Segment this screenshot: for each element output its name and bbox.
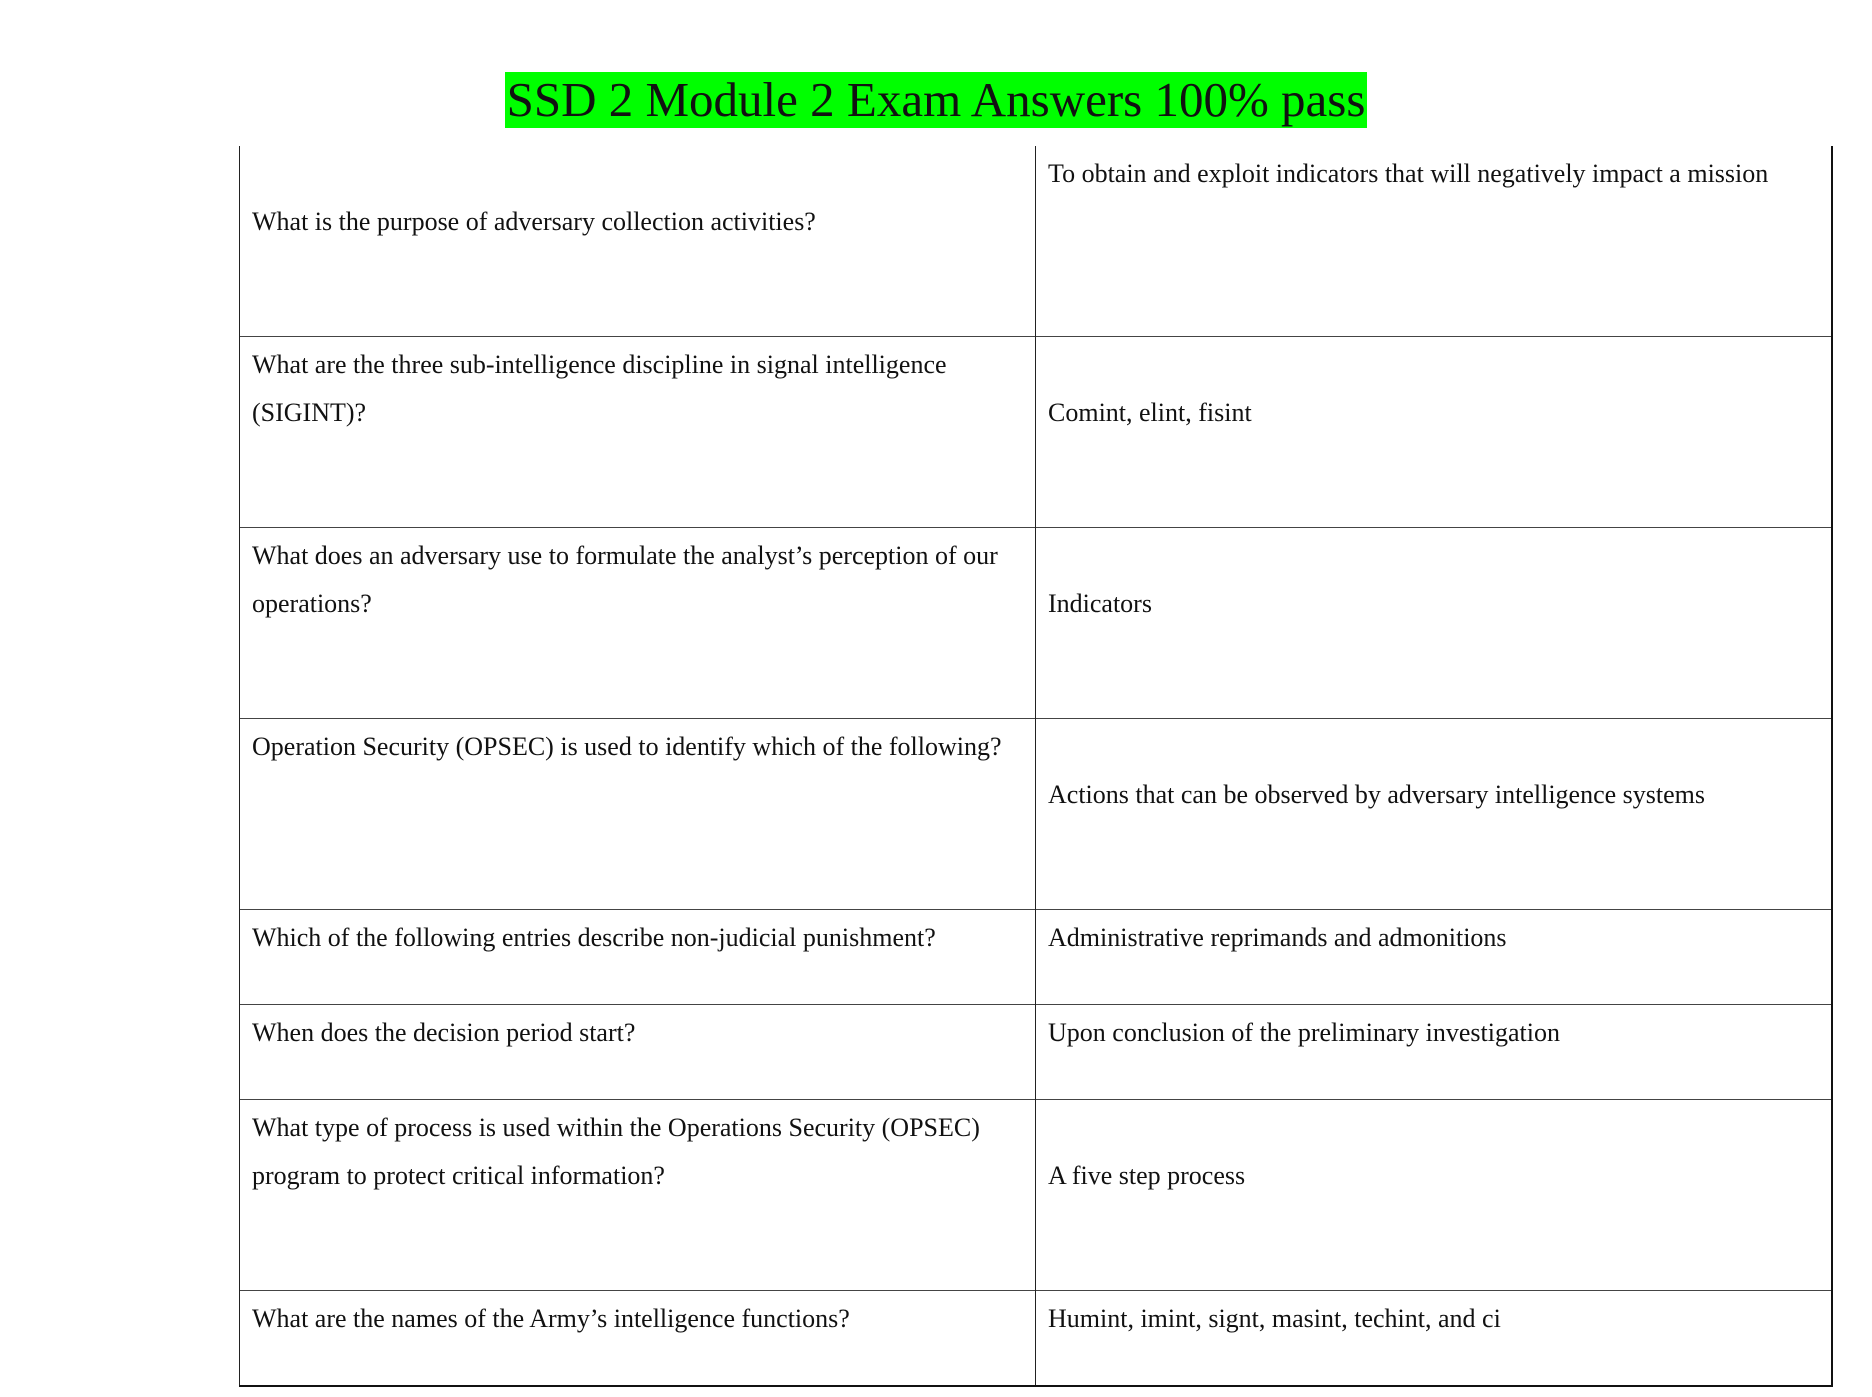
question-cell: What are the three sub-intelligence discipline in signal intelligence (SIGINT)? (240, 337, 1036, 528)
question-cell: Operation Security (OPSEC) is used to identify which of the following? (240, 719, 1036, 910)
table-row (240, 910, 1832, 1005)
title-container (0, 72, 1872, 128)
qa-table (239, 146, 1833, 1387)
question-cell: What does an adversary use to formulate the analyst’s perception of our operations? (240, 528, 1036, 719)
document-title: SSD 2 Module 2 Exam Answers 100% pass (506, 72, 1366, 127)
table-row (240, 146, 1832, 337)
table-row (240, 1100, 1832, 1291)
answer-cell: Humint, imint, signt, masint, techint, and ci (1036, 1291, 1832, 1387)
question-cell: What are the names of the Army’s intelligence functions? (240, 1291, 1036, 1387)
table-row (240, 337, 1832, 528)
answer-cell: Actions that can be observed by adversary intelligence systems (1036, 719, 1832, 910)
question-cell: What is the purpose of adversary collection activities? (240, 146, 1036, 337)
answer-cell: Comint, elint, fisint (1036, 337, 1832, 528)
answer-cell: Indicators (1036, 528, 1832, 719)
question-cell: What type of process is used within the Operations Security (OPSEC) program to protect critical information? (240, 1100, 1036, 1291)
answer-cell: Administrative reprimands and admonitions (1036, 910, 1832, 1005)
answer-cell: Upon conclusion of the preliminary investigation (1036, 1005, 1832, 1100)
answer-cell: To obtain and exploit indicators that will negatively impact a mission (1036, 146, 1832, 337)
table-row (240, 1291, 1832, 1387)
table-row (240, 528, 1832, 719)
answer-cell: A five step process (1036, 1100, 1832, 1291)
table-row (240, 1005, 1832, 1100)
table-row (240, 719, 1832, 910)
question-cell: When does the decision period start? (240, 1005, 1036, 1100)
question-cell: Which of the following entries describe non-judicial punishment? (240, 910, 1036, 1005)
